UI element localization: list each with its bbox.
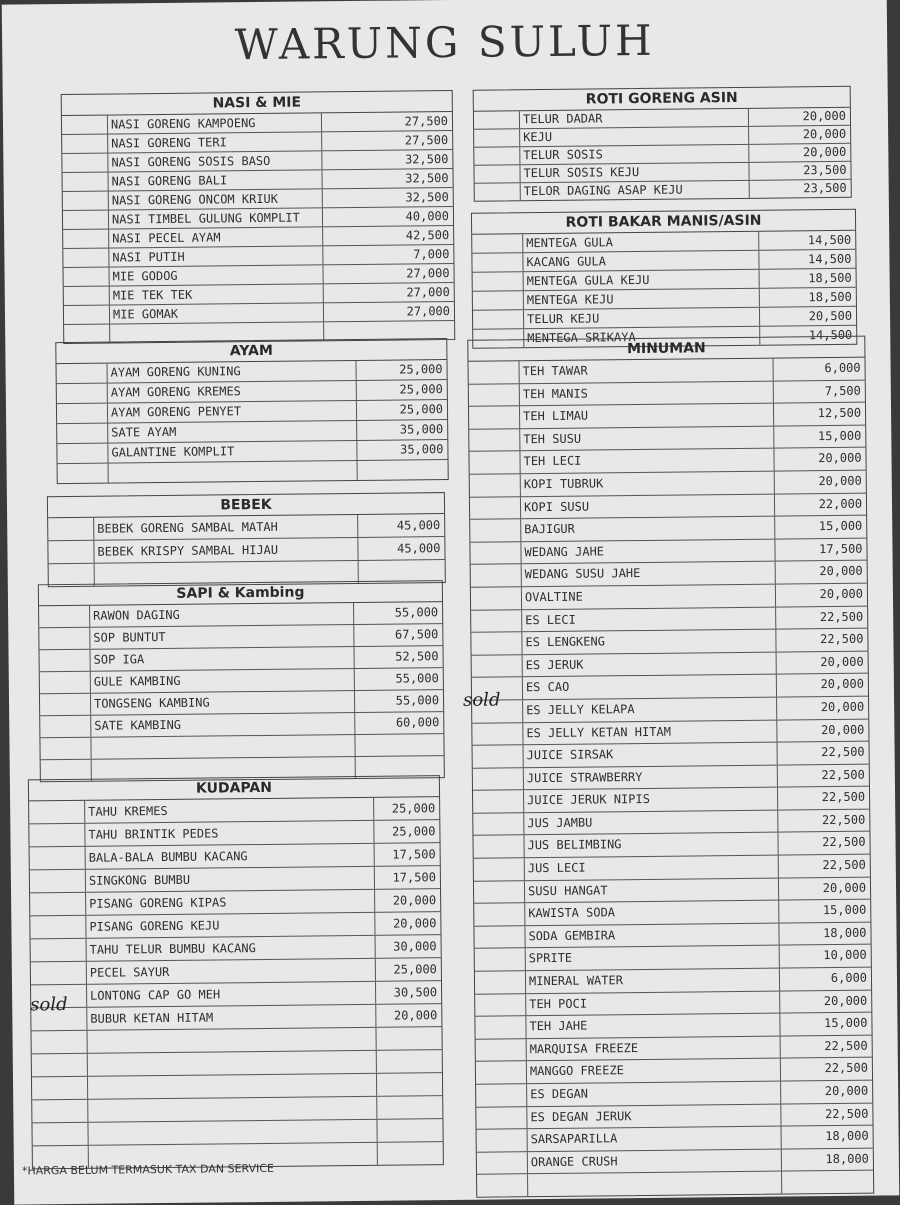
menu-item-name: MIE GODOG bbox=[109, 265, 323, 285]
menu-item-name: JUS LECI bbox=[525, 856, 779, 880]
row-spacer bbox=[57, 364, 108, 384]
row-spacer bbox=[63, 192, 109, 210]
menu-item-name: AYAM GORENG KREMES bbox=[108, 381, 357, 403]
sold-mark: sold bbox=[30, 994, 68, 1016]
restaurant-title: WARUNG SULUH bbox=[234, 15, 655, 70]
menu-item-name bbox=[88, 1097, 377, 1122]
menu-item-price: 60,000 bbox=[395, 715, 440, 730]
section-ayam bbox=[55, 338, 448, 484]
menu-paper bbox=[2, 0, 900, 1205]
menu-item-name: NASI GORENG ONCOM KRIUK bbox=[109, 189, 323, 209]
menu-item-price: 22,500 bbox=[822, 857, 866, 873]
row-spacer bbox=[474, 165, 520, 182]
row-spacer bbox=[473, 791, 524, 813]
menu-item-name: TEH LECI bbox=[520, 449, 774, 473]
row-spacer bbox=[471, 565, 522, 587]
menu-item-name: TONGSENG KAMBING bbox=[91, 691, 355, 715]
menu-item-price: 22,500 bbox=[822, 835, 866, 850]
menu-item-price: 14,500 bbox=[807, 232, 852, 248]
menu-item-name: NASI PUTIH bbox=[109, 246, 323, 266]
menu-item-price: 20,000 bbox=[818, 473, 862, 489]
menu-item-name: BEBEK KRISPY SAMBAL HIJAU bbox=[94, 538, 358, 563]
menu-item-name: ES JERUK bbox=[523, 652, 777, 676]
row-spacer bbox=[30, 916, 86, 939]
menu-item-price: 20,000 bbox=[802, 144, 847, 160]
menu-item-name: MINERAL WATER bbox=[526, 969, 780, 993]
row-spacer bbox=[470, 497, 521, 519]
section-title: NASI & MIE bbox=[62, 91, 452, 116]
menu-item-name: GALANTINE KOMPLIT bbox=[108, 441, 357, 463]
menu-item-name bbox=[88, 1120, 377, 1145]
row-spacer bbox=[473, 745, 524, 767]
menu-item-price: 20,000 bbox=[824, 1083, 869, 1099]
menu-item-price: 30,500 bbox=[393, 985, 438, 1000]
menu-item-price: 20,000 bbox=[820, 676, 864, 692]
menu-item-name: NASI GORENG SOSIS BASO bbox=[108, 151, 322, 171]
menu-item-name: ES JELLY KETAN HITAM bbox=[523, 720, 777, 744]
menu-item-price: 23,500 bbox=[803, 162, 847, 178]
menu-item-name: SOP BUNTUT bbox=[90, 625, 354, 649]
menu-item-price: 27,000 bbox=[406, 284, 450, 300]
menu-item-name: JUS BELIMBING bbox=[524, 833, 778, 857]
menu-item-name: SATE AYAM bbox=[108, 421, 357, 443]
menu-item-price: 25,000 bbox=[399, 402, 444, 417]
menu-item-price: 18,000 bbox=[823, 925, 867, 940]
menu-item-price: 18,500 bbox=[808, 270, 852, 286]
row-spacer bbox=[477, 1175, 528, 1197]
row-spacer bbox=[473, 291, 524, 310]
row-spacer bbox=[64, 268, 110, 286]
menu-item-price: 27,000 bbox=[406, 265, 450, 281]
menu-item-name: TELUR SOSIS bbox=[520, 145, 749, 164]
menu-item-price: 22,500 bbox=[824, 1106, 869, 1121]
menu-item-price bbox=[376, 1027, 441, 1050]
menu-item-price: 6,000 bbox=[830, 970, 868, 986]
menu-item-price: 7,500 bbox=[824, 383, 861, 398]
row-spacer bbox=[475, 971, 526, 993]
menu-item-price: 35,000 bbox=[399, 442, 444, 457]
menu-item-name: SODA GEMBIRA bbox=[525, 923, 779, 947]
menu-item-price bbox=[378, 1142, 443, 1165]
menu-item-name: SATE KAMBING bbox=[91, 713, 355, 737]
menu-item-name: KOPI TUBRUK bbox=[521, 472, 775, 496]
section-roti-bakar bbox=[471, 209, 857, 349]
menu-item-row bbox=[58, 460, 448, 483]
row-spacer bbox=[40, 738, 91, 760]
menu-item-row bbox=[477, 1171, 873, 1197]
menu-item-name: TEH POCI bbox=[526, 991, 780, 1015]
row-spacer bbox=[476, 1107, 527, 1129]
row-spacer bbox=[63, 249, 109, 267]
menu-item-price bbox=[377, 1050, 442, 1073]
menu-item-name: NASI TIMBEL GULUNG KOMPLIT bbox=[109, 208, 323, 228]
menu-item-price: 6,000 bbox=[824, 360, 861, 376]
row-spacer bbox=[32, 1100, 88, 1123]
row-spacer bbox=[474, 881, 525, 903]
row-spacer bbox=[469, 384, 520, 406]
section-minuman bbox=[467, 336, 874, 1198]
row-spacer bbox=[475, 1016, 526, 1038]
menu-item-name: KEJU bbox=[520, 127, 749, 146]
menu-item-name: SINGKONG BUMBU bbox=[86, 867, 375, 892]
menu-item-name: KAWISTA SODA bbox=[525, 901, 779, 925]
row-spacer bbox=[40, 694, 91, 716]
menu-item-name: TEH LIMAU bbox=[520, 404, 774, 428]
menu-item-name: PISANG GORENG KEJU bbox=[86, 913, 375, 938]
menu-item-name bbox=[91, 735, 355, 759]
menu-item-price: 15,000 bbox=[822, 902, 867, 918]
menu-item-price: 20,000 bbox=[820, 699, 865, 715]
section-title: ROTI GORENG ASIN bbox=[474, 87, 850, 112]
row-spacer bbox=[469, 361, 520, 383]
menu-item-price: 20,000 bbox=[820, 654, 864, 669]
menu-item-price: 55,000 bbox=[395, 671, 439, 686]
menu-item-name bbox=[88, 1074, 377, 1099]
menu-item-name: TEH JAHE bbox=[526, 1014, 780, 1038]
menu-item-name: TAHU BRINTIK PEDES bbox=[85, 821, 374, 846]
menu-item-name bbox=[109, 461, 358, 483]
menu-item-name: WEDANG SUSU JAHE bbox=[522, 562, 776, 586]
row-spacer bbox=[472, 234, 523, 253]
menu-item-price bbox=[377, 1073, 442, 1096]
menu-item-price: 45,000 bbox=[396, 518, 441, 533]
menu-item-name: TELUR DADAR bbox=[520, 109, 749, 128]
menu-item-name: JUICE STRAWBERRY bbox=[524, 765, 778, 789]
row-spacer bbox=[40, 716, 91, 738]
sold-mark: sold bbox=[462, 689, 501, 711]
section-title: SAPI & Kambing bbox=[39, 581, 442, 606]
row-spacer bbox=[472, 655, 523, 677]
menu-item-price: 32,500 bbox=[404, 151, 449, 167]
menu-item-name: ES LECI bbox=[522, 607, 776, 631]
menu-item-price: 20,000 bbox=[819, 586, 864, 602]
row-spacer bbox=[471, 610, 522, 632]
menu-item-price: 27,000 bbox=[406, 303, 451, 319]
menu-item-price: 52,500 bbox=[395, 649, 439, 664]
menu-item-name: ES DEGAN JERUK bbox=[527, 1104, 781, 1128]
row-spacer bbox=[471, 587, 522, 609]
menu-item-name: MENTEGA KEJU bbox=[524, 289, 760, 309]
menu-item-name: TELUR KEJU bbox=[524, 308, 760, 328]
row-spacer bbox=[476, 1039, 527, 1061]
row-spacer bbox=[474, 903, 525, 925]
row-spacer bbox=[474, 129, 520, 146]
row-spacer bbox=[474, 147, 520, 164]
row-spacer bbox=[31, 939, 87, 962]
menu-item-name: MIE GOMAK bbox=[110, 303, 324, 323]
menu-item-price: 14,500 bbox=[808, 327, 853, 343]
row-spacer bbox=[469, 406, 520, 428]
menu-item-price: 20,000 bbox=[802, 108, 847, 124]
row-spacer bbox=[477, 1129, 528, 1151]
menu-item-price: 12,500 bbox=[817, 405, 862, 421]
row-spacer bbox=[29, 824, 85, 847]
row-spacer bbox=[32, 1077, 88, 1100]
row-spacer bbox=[31, 962, 87, 985]
row-spacer bbox=[29, 801, 85, 824]
row-spacer bbox=[470, 542, 521, 564]
menu-item-name: MENTEGA GULA KEJU bbox=[524, 270, 760, 290]
row-spacer bbox=[476, 1084, 527, 1106]
menu-item-name: WEDANG JAHE bbox=[521, 539, 775, 563]
row-spacer bbox=[469, 452, 520, 474]
row-spacer bbox=[30, 870, 86, 893]
menu-item-price: 23,500 bbox=[803, 180, 847, 196]
menu-item-name: BUBUR KETAN HITAM bbox=[87, 1005, 376, 1030]
section-kudapan bbox=[28, 775, 444, 1169]
section-sapi bbox=[38, 580, 445, 782]
menu-item-name: NASI GORENG TERI bbox=[108, 132, 322, 152]
section-title: KUDAPAN bbox=[29, 776, 439, 801]
menu-item-price: 20,000 bbox=[823, 993, 868, 1008]
menu-item-name: ES JELLY KELAPA bbox=[523, 697, 777, 721]
menu-item-price: 20,000 bbox=[818, 451, 862, 466]
menu-item-name: TAHU KREMES bbox=[85, 798, 374, 823]
menu-item-name: LONTONG CAP GO MEH bbox=[87, 982, 376, 1007]
menu-item-price: 55,000 bbox=[395, 693, 440, 708]
menu-item-price: 32,500 bbox=[405, 189, 449, 205]
menu-item-price: 17,500 bbox=[392, 847, 436, 862]
menu-item-price: 20,500 bbox=[808, 308, 853, 324]
menu-item-price: 25,000 bbox=[393, 962, 437, 977]
section-bebek bbox=[47, 492, 446, 587]
menu-item-name: RAWON DAGING bbox=[90, 603, 354, 627]
menu-item-price: 20,000 bbox=[392, 916, 437, 931]
menu-item-name: TELOR DAGING ASAP KEJU bbox=[521, 181, 750, 200]
menu-item-name: JUICE JERUK NIPIS bbox=[524, 788, 778, 812]
menu-item-name: ES DEGAN bbox=[527, 1082, 781, 1106]
menu-item-price: 27,500 bbox=[404, 114, 449, 129]
menu-item-price: 45,000 bbox=[397, 541, 441, 556]
menu-item-price bbox=[355, 734, 443, 756]
row-spacer bbox=[474, 858, 525, 880]
menu-item-name: ORANGE CRUSH bbox=[528, 1149, 782, 1173]
menu-item-price: 22,500 bbox=[819, 609, 864, 624]
menu-item-price: 25,000 bbox=[399, 382, 443, 397]
row-spacer bbox=[62, 135, 108, 153]
menu-item-price bbox=[377, 1119, 442, 1142]
row-spacer bbox=[48, 541, 94, 563]
menu-item-price: 42,500 bbox=[405, 227, 450, 243]
menu-item-name: MENTEGA GULA bbox=[523, 232, 759, 252]
row-spacer bbox=[57, 404, 108, 424]
menu-item-name: KOPI SUSU bbox=[521, 494, 775, 518]
menu-item-price: 15,000 bbox=[817, 428, 862, 443]
row-spacer bbox=[62, 154, 108, 172]
menu-item-price: 15,000 bbox=[824, 1015, 868, 1031]
row-spacer bbox=[39, 606, 90, 628]
menu-item-name: PECEL SAYUR bbox=[87, 959, 376, 984]
menu-item-price bbox=[377, 1096, 442, 1119]
row-spacer bbox=[474, 926, 525, 948]
menu-item-name: BEBEK GORENG SAMBAL MATAH bbox=[94, 515, 358, 540]
row-spacer bbox=[63, 211, 109, 229]
row-spacer bbox=[63, 230, 109, 248]
menu-item-price bbox=[782, 1171, 873, 1194]
menu-item-name: SPRITE bbox=[526, 946, 780, 970]
row-spacer bbox=[62, 116, 108, 134]
section-roti-goreng bbox=[473, 86, 852, 202]
menu-item-price bbox=[358, 460, 448, 480]
menu-item-name: MARQUISA FREEZE bbox=[527, 1036, 781, 1060]
menu-item-name: ES CAO bbox=[523, 675, 777, 699]
section-title: ROTI BAKAR MANIS/ASIN bbox=[472, 210, 855, 235]
menu-item-price: 22,500 bbox=[821, 789, 866, 805]
menu-item-price: 22,500 bbox=[824, 1038, 868, 1053]
row-spacer bbox=[31, 1031, 87, 1054]
menu-item-name: NASI PECEL AYAM bbox=[109, 227, 323, 247]
menu-item-name: JUS JAMBU bbox=[524, 810, 778, 834]
menu-item-price: 22,500 bbox=[819, 631, 864, 647]
menu-item-price: 15,000 bbox=[818, 518, 863, 534]
menu-item-price: 20,000 bbox=[392, 893, 437, 908]
menu-item-price: 25,000 bbox=[391, 824, 436, 839]
menu-item-price: 55,000 bbox=[394, 605, 439, 620]
menu-item-name bbox=[88, 1051, 377, 1076]
row-spacer bbox=[470, 474, 521, 496]
row-spacer bbox=[470, 519, 521, 541]
row-spacer bbox=[63, 173, 109, 191]
menu-item-price: 30,000 bbox=[393, 939, 437, 954]
menu-item-price: 17,500 bbox=[392, 870, 436, 885]
menu-item-name: BAJIGUR bbox=[521, 517, 775, 541]
menu-item-name: OVALTINE bbox=[522, 585, 776, 609]
menu-item-price: 25,000 bbox=[391, 801, 436, 816]
menu-item-row bbox=[475, 180, 851, 201]
row-spacer bbox=[58, 464, 109, 484]
menu-item-price: 32,500 bbox=[405, 170, 449, 186]
row-spacer bbox=[473, 836, 524, 858]
menu-item-price: 18,000 bbox=[825, 1151, 869, 1166]
menu-item-name bbox=[528, 1172, 782, 1196]
menu-item-price: 25,000 bbox=[399, 362, 443, 377]
menu-item-name: MENTEGA SRIKAYA bbox=[524, 327, 760, 347]
section-title: AYAM bbox=[56, 339, 446, 364]
menu-item-price: 22,500 bbox=[824, 1061, 868, 1076]
menu-item-price: 18,500 bbox=[808, 289, 852, 305]
menu-item-name: TEH SUSU bbox=[520, 426, 774, 450]
row-spacer bbox=[473, 813, 524, 835]
row-spacer bbox=[39, 628, 90, 650]
row-spacer bbox=[32, 1123, 88, 1146]
row-spacer bbox=[476, 1062, 527, 1084]
section-nasi-mie bbox=[61, 90, 456, 344]
menu-item-price: 20,000 bbox=[819, 564, 863, 579]
menu-item-name: NASI GORENG KAMPOENG bbox=[108, 113, 322, 133]
menu-item-name: BALA-BALA BUMBU KACANG bbox=[86, 844, 375, 869]
menu-item-name: JUICE SIRSAK bbox=[524, 743, 778, 767]
menu-item-price: 10,000 bbox=[823, 948, 867, 963]
menu-item-name bbox=[87, 1028, 376, 1053]
footnote: *HARGA BELUM TERMASUK TAX DAN SERVICE bbox=[21, 1161, 275, 1178]
row-spacer bbox=[30, 847, 86, 870]
menu-item-name: AYAM GORENG PENYET bbox=[108, 401, 357, 423]
menu-item-price: 67,500 bbox=[394, 627, 439, 642]
menu-item-name: GULE KAMBING bbox=[91, 669, 355, 693]
row-spacer bbox=[57, 444, 108, 464]
row-spacer bbox=[472, 253, 523, 272]
menu-item-price: 22,500 bbox=[821, 744, 865, 760]
row-spacer bbox=[57, 384, 108, 404]
section-title: MINUMAN bbox=[468, 337, 864, 362]
row-spacer bbox=[48, 518, 94, 540]
menu-item-price: 40,000 bbox=[405, 208, 450, 224]
menu-item-price: 22,500 bbox=[821, 812, 866, 827]
row-spacer bbox=[472, 723, 523, 745]
row-spacer bbox=[475, 183, 521, 200]
row-spacer bbox=[473, 272, 524, 291]
menu-item-price: 17,500 bbox=[819, 541, 863, 556]
menu-item-price: 20,000 bbox=[822, 880, 867, 895]
menu-item-name: NASI GORENG BALI bbox=[109, 170, 323, 190]
menu-item-price: 20,000 bbox=[393, 1008, 438, 1023]
section-title: BEBEK bbox=[48, 493, 444, 518]
row-spacer bbox=[40, 672, 91, 694]
menu-item-price: 18,000 bbox=[825, 1128, 869, 1144]
row-spacer bbox=[477, 1152, 528, 1174]
menu-item-price: 22,500 bbox=[821, 767, 865, 782]
row-spacer bbox=[473, 768, 524, 790]
menu-item-name: AYAM GORENG KUNING bbox=[108, 361, 357, 383]
menu-item-name: SARSAPARILLA bbox=[528, 1127, 782, 1151]
menu-item-price: 14,500 bbox=[808, 251, 852, 267]
menu-item-name: MIE TEK TEK bbox=[110, 284, 324, 304]
menu-item-price: 20,000 bbox=[820, 722, 865, 737]
menu-item-price: 27,500 bbox=[404, 132, 449, 148]
menu-item-name: KACANG GULA bbox=[523, 251, 759, 271]
menu-item-name: SUSU HANGAT bbox=[525, 878, 779, 902]
menu-item-name: ES LENGKENG bbox=[522, 630, 776, 654]
row-spacer bbox=[32, 1054, 88, 1077]
row-spacer bbox=[475, 994, 526, 1016]
menu-item-price: 20,000 bbox=[802, 126, 847, 142]
menu-item-price: 22,000 bbox=[818, 496, 863, 511]
menu-item-name: TEH TAWAR bbox=[520, 359, 774, 383]
menu-item-name: TELUR SOSIS KEJU bbox=[520, 163, 749, 182]
row-spacer bbox=[30, 893, 86, 916]
row-spacer bbox=[469, 429, 520, 451]
row-spacer bbox=[475, 949, 526, 971]
menu-item-price: 35,000 bbox=[399, 422, 444, 437]
menu-item-name: TEH MANIS bbox=[520, 381, 774, 405]
menu-item-name: MANGGO FREEZE bbox=[527, 1059, 781, 1083]
menu-item-price: 7,000 bbox=[413, 246, 450, 262]
row-spacer bbox=[474, 111, 520, 128]
menu-item-name: PISANG GORENG KIPAS bbox=[86, 890, 375, 915]
row-spacer bbox=[40, 650, 91, 672]
row-spacer bbox=[64, 325, 110, 343]
row-spacer bbox=[64, 287, 110, 305]
menu-item-name: SOP IGA bbox=[91, 647, 355, 671]
menu-item-name: TAHU TELUR BUMBU KACANG bbox=[87, 936, 376, 961]
row-spacer bbox=[57, 424, 108, 444]
row-spacer bbox=[64, 306, 110, 324]
row-spacer bbox=[473, 310, 524, 329]
row-spacer bbox=[471, 632, 522, 654]
